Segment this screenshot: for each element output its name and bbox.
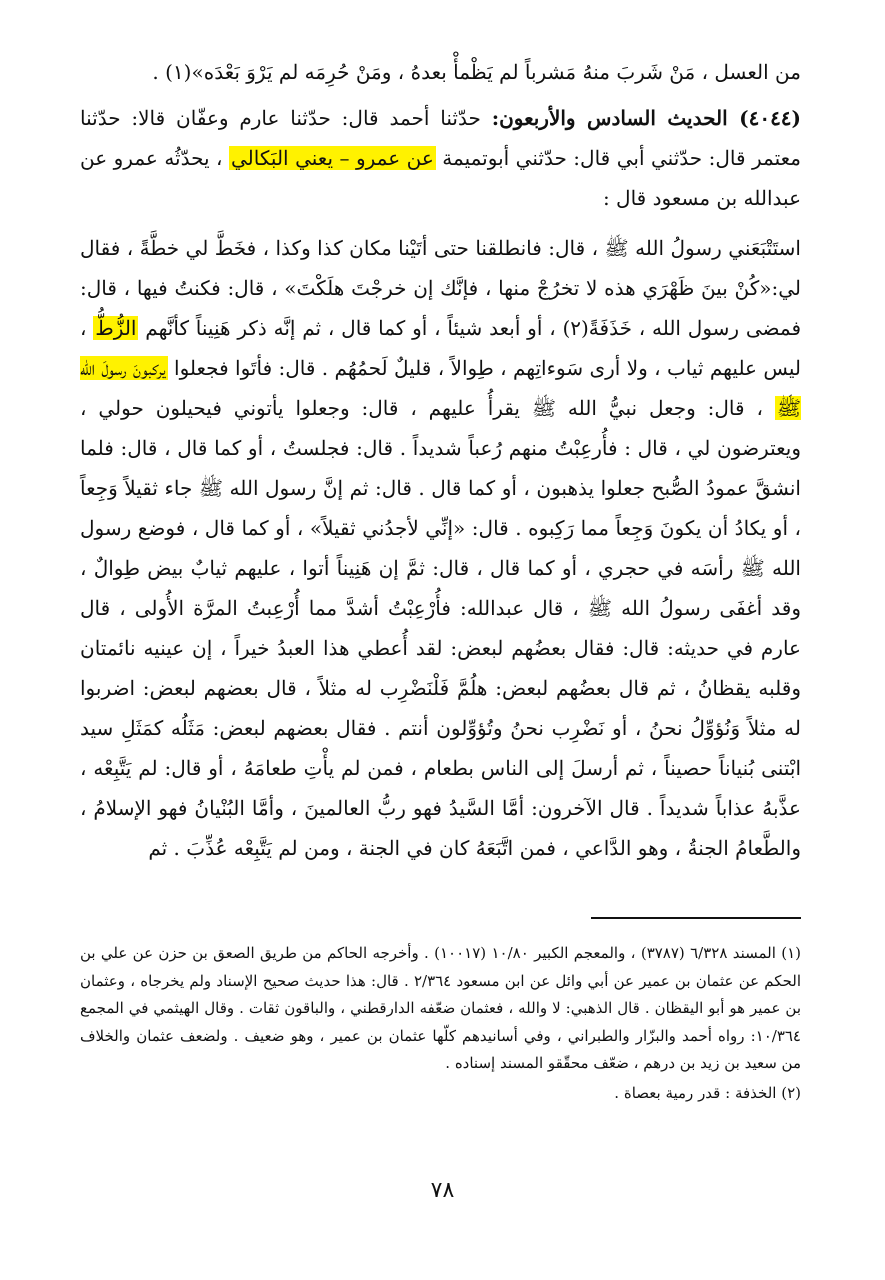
footnote-2: (٢) الخذفة : قدر رمية بعصاة . (614, 1083, 801, 1102)
hadith-heading: (٤٠٤٤) الحديث السادس والأربعون: (491, 106, 802, 130)
hadith-text-part: ، ليس عليهم ثياب ، ولا أرى سَوءاتِهم ، طِوالاً ، قليلٌ لَحمُهُم . قال: فأتَوا فجعلوا (80, 316, 801, 380)
hadith-isnad (80, 98, 801, 218)
hadith-text (80, 228, 801, 868)
footnotes (80, 940, 801, 1107)
isnad-highlight: عن عمرو – يعني البَكالي (231, 146, 434, 170)
footnote-separator (591, 917, 801, 919)
hadith-text-part: استَتْبَعَني رسولُ الله ﷺ ، قال: فانطلقنا حتى أتَيْنا مكان كذا وكذا ، فخَطَّ لي خطَّةً ، فقال لي:«كُنْ بينَ ظَهْرَي هذه لا تخرُجْ منها ، فإنَّك إن خرجْتَ هلَكْتَ» ، قال: فكنتُ فيها ، قال: فمضى رسول الله ، خَذَفَةً(٢) ، أو أبعد شيئاً ، أو كما قال ، ثم إنَّه ذكر هَنِيناً كأنَّهم (80, 236, 802, 340)
page-number: ٧٨ (430, 1178, 455, 1203)
main-text (80, 52, 801, 868)
intro-fragment: من العسل ، مَنْ شَربَ منهُ مَشرباً لم يَظْمأْ بعدهُ ، ومَنْ حُرِمَه لم يَرْوَ بَعْدَه»(١) . (152, 60, 801, 84)
isnad-text-continued: ، يحدّثُه عمرو عن عبدالله بن مسعود قال : (80, 146, 801, 210)
hadith-text-part: ، قال: وجعل نبيُّ الله ﷺ يقرأُ عليهم ، قال: وجعلوا يأتوني فيحيلون حولي ، ويعترضون لي ، قال : فأُرعِبْتُ منهم رُعباً شديداً . قال: فجلستُ ، أو كما قال ، قال: فلما انشقَّ عمودُ الصُّبح جعلوا يذهبون ، أو كما قال . قال: ثم إنَّ رسول الله ﷺ جاء ثقيلاً وَجِعاً ، أو يكادُ أن يكونَ وَجِعاً مما رَكِبوه . قال: «إنِّي لأجدُني ثقيلاً» ، أو كما قال ، فوضع رسول الله ﷺ رأسَه في حجري ، أو كما قال ، قال: ثمَّ إن هَنِيناً أتوا ، عليهم ثيابٌ بيض طِوالٌ ، وقد أغفَى رسولُ الله ﷺ ، قال عبدالله: فأُرْعِبْتُ أشدَّ مما أُرْعِبتُ المرَّة الأُولى ، قال عارم في حديثه: قال: فقال بعضُهم لبعض: لقد أُعطي هذا العبدُ خيراً ، إن عينيه نائمتان وقلبه يقظانُ ، ثم قال بعضُهم لبعض: هلُمَّ فَلْنَضْرِب له مثلاً ، قال بعضهم لبعض: اضربوا له مثلاً وَنُؤوِّلُ نحنُ ، أو نَضْرِب نحنُ وتُؤوِّلون أنتم . فقال بعضهم لبعض: مَثَلُه كمَثَلِ سيد ابْتنى بُنياناً حصيناً ، ثم أرسلَ إلى الناس بطعام ، فمن لم يأْتِ طعامَهُ ، أو قال: لم يَتَّبِعْه ، عذَّبهُ عذاباً شديداً . قال الآخرون: أمَّا السَّيدُ فهو ربُّ العالمينَ ، وأمَّا البُنْيانُ فهو الإسلامُ ، والطَّعامُ الجنةُ ، وهو الدَّاعي ، فمن اتَّبَعَهُ كان في الجنة ، ومن لم يَتَّبِعْه عُذِّبَ . ثم (80, 396, 801, 860)
footnote-1: (١) المسند ٦/٣٢٨ (٣٧٨٧) ، والمعجم الكبير ١٠/٨٠ (١٠٠١٧) . وأخرجه الحاكم من طريق الصعق بن حزن عن علي بن الحكم عن عثمان بن عمير عن أبي وائل عن ابن مسعود ٢/٣٦٤ . قال: هذا حديث صحيح الإسناد ولم يخرجاه ، وعثمان بن عمير هو أبو اليقظان . قال الذهبي: لا والله ، فعثمان ضعّفه الدارقطني ، والباقون ثقات . وقال الهيثمي في المجمع ١٠/٣٦٤: رواه أحمد والبزّار والطبراني ، وفي أسانيدهم كلّها عثمان بن عمير ، وهو ضعيف . ولضعف عثمان والخلاف من سعيد بن زيد بن درهم ، ضعّف محقّقو المسند إسناده . (80, 944, 802, 1072)
isnad-text: حدّثنا أحمد قال: حدّثنا عارم وعفّان قالا: حدّثنا معتمر قال: حدّثني أبي قال: حدّثني أبوتميمة (80, 106, 802, 170)
highlight-zutt: الزُّطُّ (95, 316, 137, 340)
highlight-riding: يركبونَ رسولَ الله ﷺ (80, 356, 802, 420)
